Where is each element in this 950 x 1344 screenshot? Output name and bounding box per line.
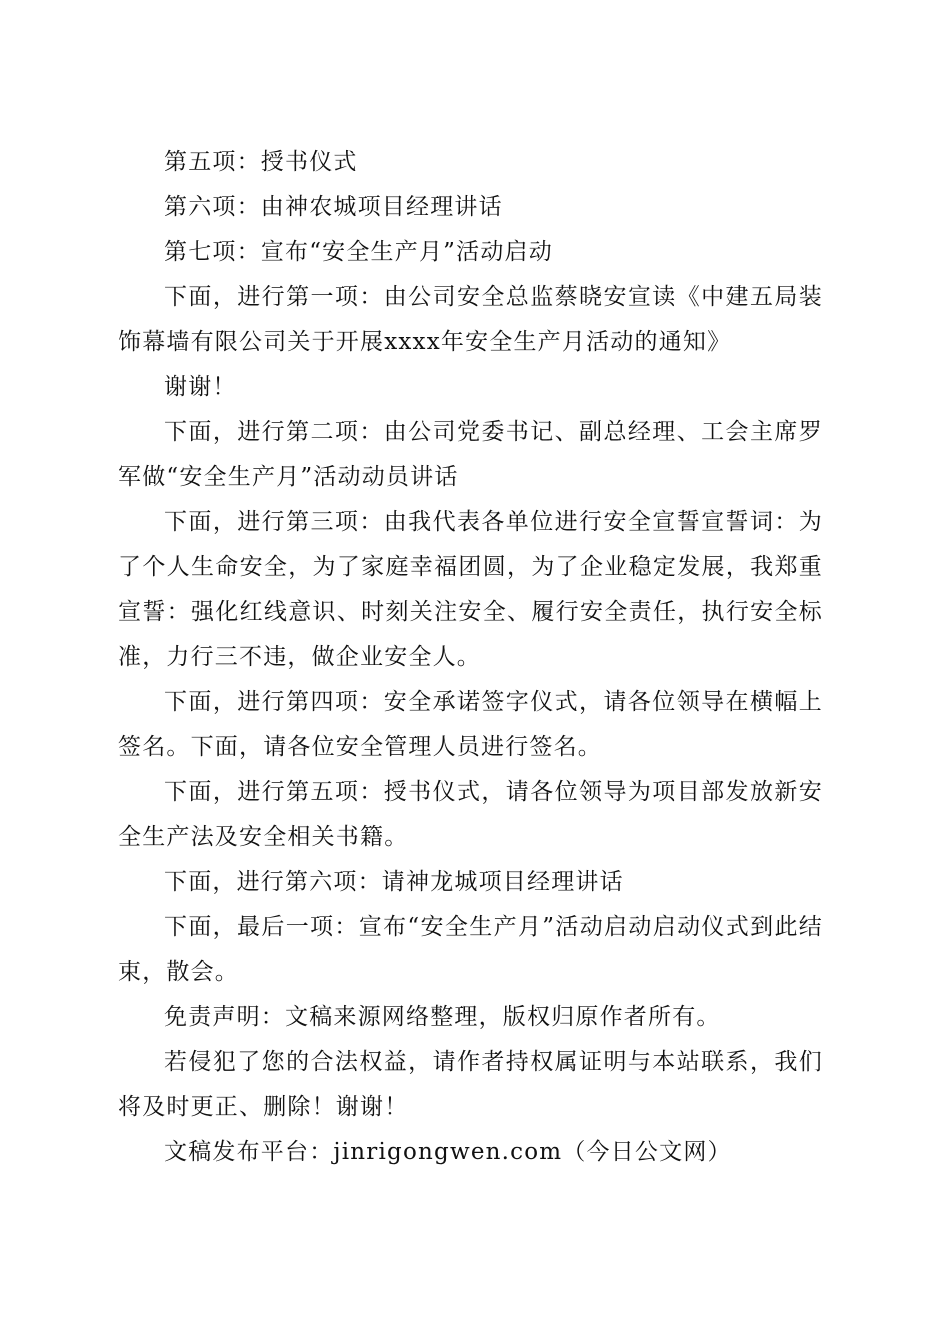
step-4-paragraph: 下面，进行第四项：安全承诺签字仪式，请各位领导在横幅上签名。下面，请各位安全管理人员进行签名。 [118,689,823,760]
publisher-paragraph: 文稿发布平台：jinrigongwen.com（今日公文网） [164,1139,732,1165]
step-1-paragraph: 下面，进行第一项：由公司安全总监蔡晓安宣读《中建五局装饰幕墙有限公司关于开展xxxx年安全生产月活动的通知》 [118,284,823,355]
final-step-paragraph: 下面，最后一项：宣布“安全生产月”活动启动启动仪式到此结束，散会。 [118,914,823,985]
step-5-paragraph: 下面，进行第五项：授书仪式，请各位领导为项目部发放新安全生产法及安全相关书籍。 [118,779,823,850]
agenda-item-7: 第七项：宣布“安全生产月”活动启动 [164,239,553,265]
agenda-item-5: 第五项：授书仪式 [164,149,358,175]
agenda-item-6: 第六项：由神农城项目经理讲话 [164,194,503,220]
thanks-paragraph: 谢谢！ [164,374,237,400]
step-6-paragraph: 下面，进行第六项：请神龙城项目经理讲话 [164,869,624,895]
contact-paragraph: 若侵犯了您的合法权益，请作者持权属证明与本站联系，我们将及时更正、删除！谢谢！ [118,1049,823,1120]
step-3-paragraph: 下面，进行第三项：由我代表各单位进行安全宣誓宣誓词：为了个人生命安全，为了家庭幸福团圆，为了企业稳定发展，我郑重宣誓：强化红线意识、时刻关注安全、履行安全责任，执行安全标准，力行三不违，做企业安全人。 [118,509,823,670]
document-body [118,140,823,1175]
disclaimer-paragraph: 免责声明：文稿来源网络整理，版权归原作者所有。 [164,1004,721,1030]
step-2-paragraph: 下面，进行第二项：由公司党委书记、副总经理、工会主席罗军做“安全生产月”活动动员讲话 [118,419,823,490]
